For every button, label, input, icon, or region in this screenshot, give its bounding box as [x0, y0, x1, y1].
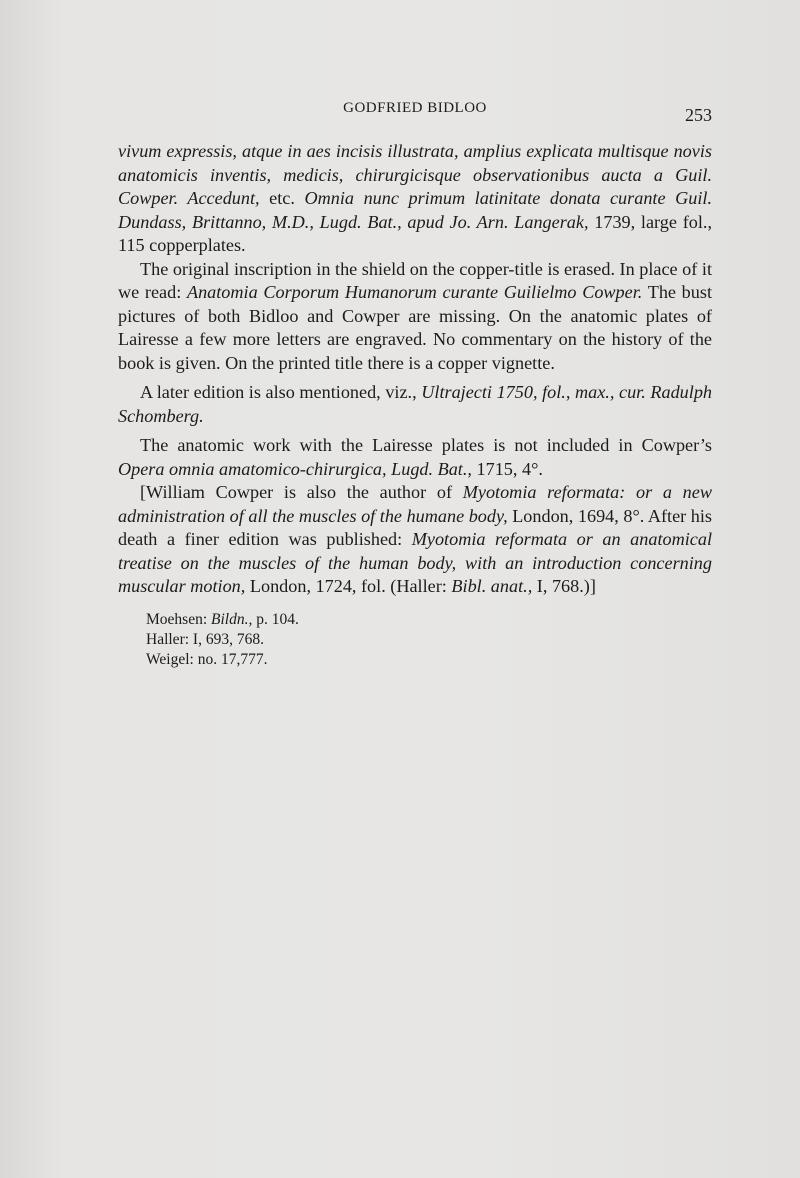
text-run: 1715, 4°.	[471, 458, 543, 479]
text-run: etc.	[259, 188, 305, 208]
italic-text: Myotomia reformata or an anatomical treatise on the muscles of the human body, with an introduction concerning muscular motion,	[118, 529, 712, 596]
text-run: London, 1724, fol. (Haller:	[245, 576, 452, 596]
paragraph	[118, 434, 712, 481]
italic-text: Bibl. anat.,	[451, 576, 533, 596]
reference-item	[146, 650, 712, 670]
paragraph	[118, 258, 712, 376]
reference-item	[146, 610, 712, 630]
text-run: The anatomic work with the Lairesse plates is not included in Cowper’s	[140, 435, 712, 455]
paragraph	[118, 381, 712, 428]
text-run: The original inscription in the shield on the copper-title is erased. In place of it we read:	[118, 258, 712, 302]
page-header	[118, 100, 712, 126]
paragraph	[118, 481, 712, 599]
running-head: GODFRIED BIDLOO	[343, 100, 487, 116]
italic-text: Anatomia Corporum Humanorum curante Guilielmo Cowper.	[186, 282, 643, 302]
references-list	[118, 610, 712, 670]
italic-text: Ultrajecti 1750, fol., max., cur. Radulph Schomberg.	[118, 382, 713, 426]
text-run: 1739, large fol., 115 copperplates.	[118, 211, 712, 255]
text-run: Moehsen:	[146, 610, 212, 628]
page-number: 253	[685, 105, 712, 125]
italic-text: Myotomia reformata: or a new administration of all the muscles of the humane body,	[118, 482, 712, 526]
text-run: A later edition is also mentioned, viz.,	[140, 382, 422, 402]
text-run: Haller: I, 693, 768.	[146, 630, 264, 648]
reference-item	[146, 630, 712, 650]
italic-text: vivum expressis, atque in aes incisis illustrata, amplius explicata multisque novis anatomicis inventis, medicis, chirurgicisque observationibus aucta a Guil. Cowper. Accedunt,	[118, 141, 712, 208]
italic-text: Opera omnia amatomico-chirurgica, Lugd. Bat.,	[118, 458, 472, 479]
text-run: p. 104.	[252, 610, 299, 628]
text-run: London, 1694, 8°. After his death a finer edition was published:	[118, 505, 712, 549]
paragraph	[118, 140, 712, 258]
text-run: Weigel: no. 17,777.	[146, 650, 268, 668]
italic-text: Omnia nunc primum latinitate donata curante Guil. Dundass, Brittanno, M.D., Lugd. Bat., apud Jo. Arn. Langerak,	[118, 188, 712, 232]
text-run: The bust pictures of both Bidloo and Cowper are missing. On the anatomic plates of Lairesse a few more letters are engraved. No commentary on the history of the book is given. On the printed title there is a copper vignette.	[118, 282, 713, 373]
body-text	[118, 140, 712, 670]
italic-text: Bildn.,	[211, 610, 253, 628]
text-run: [William Cowper is also the author of	[140, 482, 463, 502]
text-run: I, 768.)]	[532, 576, 596, 596]
